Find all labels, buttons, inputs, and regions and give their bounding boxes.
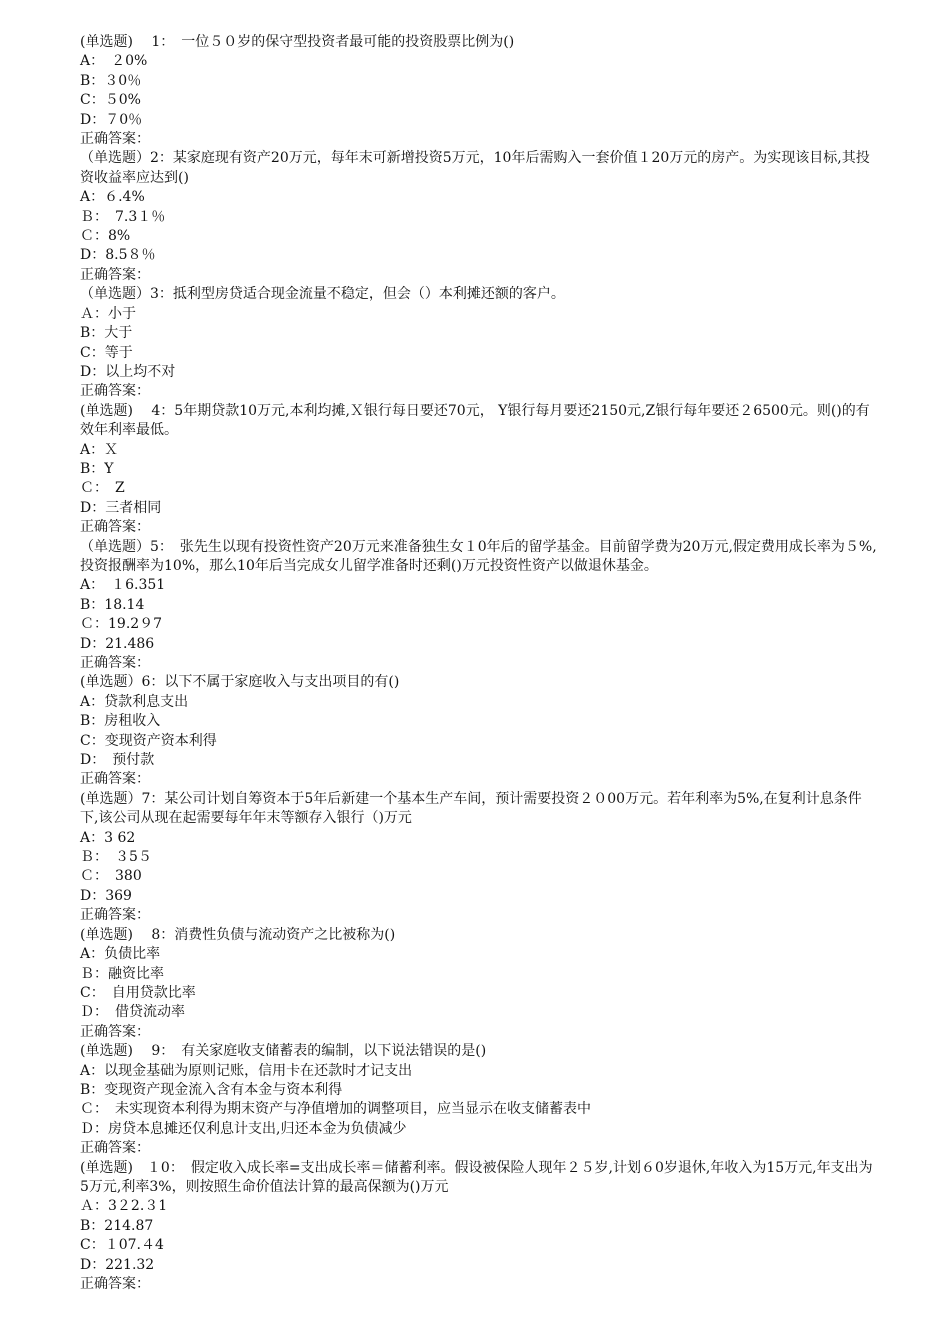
question-stem: (单选题) 9： 有关家庭收支储蓄表的编制，以下说法错误的是() <box>80 1043 487 1060</box>
option-d: D：21.486 <box>80 635 155 652</box>
option-d: D：７0％ <box>80 111 143 128</box>
option-b: Ｂ： ３5５ <box>80 849 152 866</box>
question-7 <box>80 790 880 926</box>
question-2 <box>80 149 880 285</box>
answer-label: 正确答案： <box>80 266 150 283</box>
answer-label: 正确答案： <box>80 771 150 788</box>
question-9 <box>80 1042 880 1158</box>
option-a: A：贷款利息支出 <box>80 693 189 710</box>
question-6 <box>80 673 880 789</box>
question-stem: （单选题）3：抵利型房贷适合现金流量不稳定，但会（）本利摊还额的客户。 <box>80 286 565 303</box>
question-stem: (单选题) 1： 一位５０岁的保守型投资者最可能的投资股票比例为() <box>80 34 515 50</box>
option-b: Ｂ：融资比率 <box>80 965 164 982</box>
option-c: Ｃ： Z <box>80 480 125 497</box>
option-c: Ｃ： 未实现资本利得为期末资产与净值增加的调整项目，应当显示在收支储蓄表中 <box>80 1101 591 1118</box>
option-c: C：等于 <box>80 344 133 361</box>
answer-label: 正确答案： <box>80 131 150 148</box>
option-b: B：214.87 <box>80 1217 154 1234</box>
option-d: D：以上均不对 <box>80 363 176 380</box>
option-d: D： 预付款 <box>80 752 155 769</box>
option-a: A：以现金基础为原则记账，信用卡在还款时才记支出 <box>80 1062 413 1079</box>
option-d: Ｄ：房贷本息摊还仅利息计支出,归还本金为负债减少 <box>80 1120 407 1137</box>
option-b: B：房租收入 <box>80 713 161 730</box>
question-stem: (单选题) 8：消费性负债与流动资产之比被称为() <box>80 926 396 943</box>
question-stem: （单选题）5： 张先生以现有投资性资产20万元来准备独生女１0年后的留学基金。目前留学费为20万元,假定费用成长率为５%,投资报酬率为10%，那么10年后当完成女儿留学准备时还剩()万元投资性资产以做退休基金。 <box>80 538 877 574</box>
question-stem: (单选题）6：以下不属于家庭收入与支出项目的有() <box>80 674 400 691</box>
option-a: A：负债比率 <box>80 946 161 963</box>
option-c: C： 自用贷款比率 <box>80 984 196 1001</box>
option-a: Ａ：小于 <box>80 305 136 322</box>
answer-label: 正确答案： <box>80 1276 150 1292</box>
document-body <box>80 33 880 1294</box>
option-d: Ｄ： 借贷流动率 <box>80 1004 185 1021</box>
option-c: C：变现资产资本利得 <box>80 732 217 749</box>
option-c: C：５0% <box>80 92 141 109</box>
question-4 <box>80 402 880 538</box>
answer-label: 正确答案： <box>80 907 150 924</box>
question-stem: (单选题) 4：5年期贷款10万元,本利均摊,Ｘ银行每日要还70元， Y银行每月要还2150元,Z银行每年要还２6500元。则()的有效年利率最低。 <box>80 402 870 439</box>
option-d: D：221.32 <box>80 1256 155 1273</box>
question-stem: (单选题）7：某公司计划自筹资本于5年后新建一个基本生产车间，预计需要投资２０00万元。若年利率为5%,在复利计息条件下,该公司从现在起需要每年年末等额存入银行（)万元 <box>80 790 862 827</box>
question-8 <box>80 926 880 1042</box>
question-3 <box>80 285 880 401</box>
answer-label: 正确答案： <box>80 519 150 536</box>
answer-label: 正确答案： <box>80 383 150 400</box>
option-b: B：18.14 <box>80 596 145 613</box>
option-d: D：369 <box>80 887 132 904</box>
option-d: D：8.5８％ <box>80 247 156 264</box>
option-c: Ｃ： 380 <box>80 868 142 885</box>
option-a: A：６.4% <box>80 189 145 206</box>
option-a: A： ２0% <box>80 53 148 70</box>
answer-label: 正确答案： <box>80 655 150 671</box>
option-a: Ａ：3２2.３1 <box>80 1198 168 1215</box>
option-c: Ｃ：19.2９7 <box>80 616 163 633</box>
option-b: B：大于 <box>80 325 133 342</box>
answer-label: 正确答案： <box>80 1023 150 1040</box>
option-c: C：１07.４4 <box>80 1237 164 1254</box>
question-10 <box>80 1159 880 1295</box>
option-c: Ｃ：8% <box>80 228 131 245</box>
answer-label: 正确答案： <box>80 1140 150 1157</box>
option-b: B：变现资产现金流入含有本金与资本利得 <box>80 1081 343 1098</box>
option-a: A： １6.351 <box>80 577 166 594</box>
option-a: A：Ｘ <box>80 441 119 458</box>
option-b: B：３0％ <box>80 72 142 89</box>
option-d: D：三者相同 <box>80 499 162 516</box>
question-stem: （单选题）2：某家庭现有资产20万元，每年末可新增投资5万元，10年后需购入一套价值１20万元的房产。为实现该目标,其投资收益率应达到() <box>80 150 870 186</box>
option-a: A：3 62 <box>80 829 136 846</box>
question-1 <box>80 33 880 149</box>
question-stem: (单选题) １0： 假定收入成长率=支出成长率＝储蓄利率。假设被保险人现年２５岁,计划６0岁退休,年收入为15万元,年支出为5万元,利率3%，则按照生命价值法计算的最高保额为()万元 <box>80 1159 873 1195</box>
question-5 <box>80 538 880 674</box>
option-b: Ｂ： 7.3１％ <box>80 208 166 225</box>
option-b: B：Y <box>80 460 114 477</box>
